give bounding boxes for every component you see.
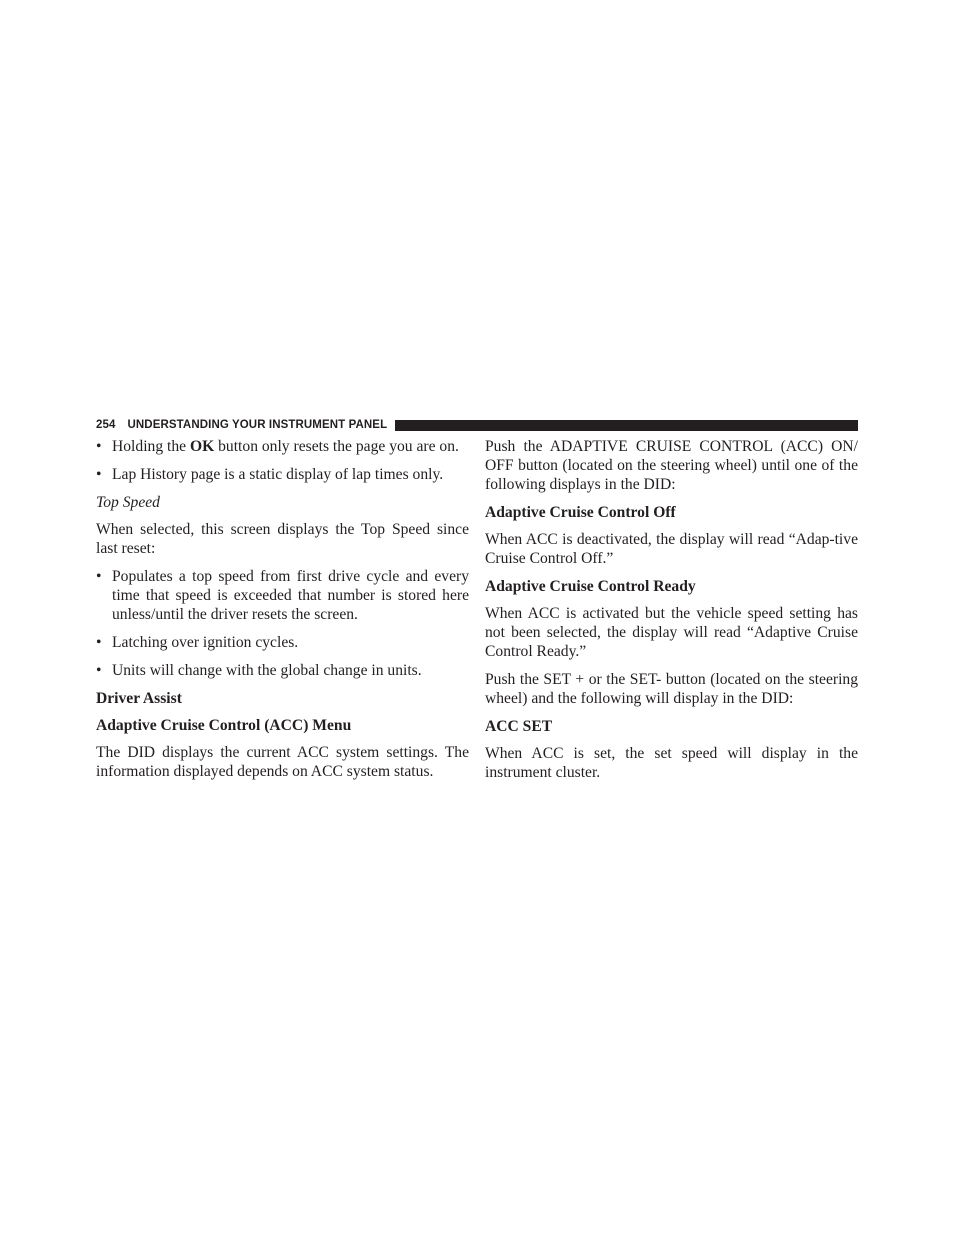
acc-menu-text: The DID displays the current ACC system settings. The information displayed depends on ACC system status.: [96, 744, 469, 780]
bullet-text: Populates a top speed from first drive cycle and every time that speed is exceeded that number is stored here unless/until the driver resets the screen.: [112, 568, 469, 623]
ok-button-name: OK: [189, 438, 215, 455]
top-speed-intro: When selected, this screen displays the Top Speed since last reset:: [96, 521, 469, 557]
bullet-text: [112, 437, 469, 456]
top-speed-heading: Top Speed: [96, 494, 160, 511]
bullet-item: [96, 633, 469, 652]
bullet-dot-icon: •: [96, 662, 102, 679]
acc-off-text: When ACC is deactivated, the display will read “Adap-tive Cruise Control Off.”: [485, 531, 858, 567]
acc-ready-heading: Adaptive Cruise Control Ready: [485, 578, 696, 595]
bullet-dot-icon: •: [96, 466, 102, 483]
bullet-text-post: button only resets the page you are on.: [214, 438, 459, 455]
bullet-text: Latching over ignition cycles.: [112, 634, 299, 651]
driver-assist-heading: Driver Assist: [96, 690, 182, 707]
acc-menu-heading: Adaptive Cruise Control (ACC) Menu: [96, 717, 352, 734]
acc-set-push-text: Push the SET + or the SET- button (located on the steering wheel) and the following will display in the DID:: [485, 671, 858, 707]
acc-off-heading: Adaptive Cruise Control Off: [485, 504, 676, 521]
page-header: [96, 418, 858, 432]
bullet-item: [96, 661, 469, 680]
bullet-item: [96, 465, 469, 484]
acc-set-heading: ACC SET: [485, 718, 553, 735]
bullet-dot-icon: •: [96, 568, 102, 585]
acc-intro-text: Push the ADAPTIVE CRUISE CONTROL (ACC) ON/ OFF button (located on the steering wheel) until one of the following displays in the DID:: [485, 438, 858, 493]
bullet-item: [96, 567, 469, 624]
bullet-text-pre: Holding the: [112, 438, 190, 455]
page-number: 254: [96, 419, 116, 431]
bullet-dot-icon: •: [96, 634, 102, 651]
section-title: UNDERSTANDING YOUR INSTRUMENT PANEL: [127, 419, 388, 431]
left-column: [96, 437, 469, 790]
header-rule: [395, 420, 858, 431]
bullet-text: Units will change with the global change in units.: [112, 662, 422, 679]
bullet-text: Lap History page is a static display of lap times only.: [112, 466, 444, 483]
acc-ready-text: When ACC is activated but the vehicle speed setting has not been selected, the display will read “Adaptive Cruise Control Ready.”: [485, 605, 858, 660]
acc-set-text: When ACC is set, the set speed will display in the instrument cluster.: [485, 745, 858, 781]
bullet-dot-icon: •: [96, 438, 102, 455]
bullet-item: [96, 437, 469, 456]
right-column: [485, 437, 858, 791]
